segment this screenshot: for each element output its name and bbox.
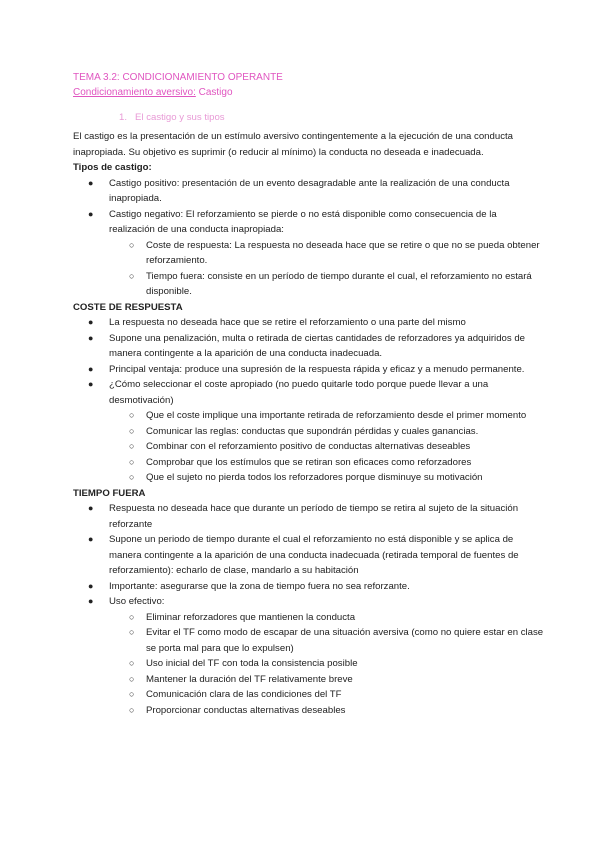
subtitle-underlined: Condicionamiento aversivo: — [73, 87, 196, 98]
sub-list-item — [73, 439, 544, 455]
tipos-list — [73, 176, 544, 300]
list-item — [73, 362, 544, 378]
list-item — [73, 176, 544, 207]
hollow-bullet-icon: ○ — [129, 627, 135, 637]
list-item-text: La respuesta no deseada hace que se retire el reforzamiento o una parte del mismo — [109, 317, 466, 328]
sub-list-item-text: Uso inicial del TF con toda la consistencia posible — [146, 658, 358, 669]
section-number: 1. — [119, 112, 128, 123]
list-item — [73, 207, 544, 238]
list-item-text: Uso efectivo: — [109, 596, 165, 607]
sub-list-item-text: Que el sujeto no pierda todos los reforzadores porque disminuye su motivación — [146, 472, 483, 483]
tiempo-heading: TIEMPO FUERA — [73, 487, 146, 499]
section-title: El castigo y sus tipos — [135, 112, 225, 123]
list-item-text: Supone una penalización, multa o retirada de ciertas cantidades de reforzadores ya adquiridos de manera contingente a la aparición de una conducta inadecuada. — [109, 332, 525, 359]
sub-list-item — [73, 687, 544, 703]
sub-list-item-text: Proporcionar conductas alternativas deseables — [146, 704, 346, 716]
bullet-icon: ● — [88, 534, 94, 544]
section-heading — [73, 111, 544, 125]
bullet-icon: ● — [88, 363, 94, 374]
document-subtitle — [73, 85, 544, 100]
bullet-icon: ● — [88, 208, 94, 219]
hollow-bullet-icon: ○ — [129, 441, 135, 451]
hollow-bullet-icon: ○ — [129, 704, 135, 715]
list-item-text: Respuesta no deseada hace que durante un período de tiempo se retira al sujeto de la situación reforzante — [109, 503, 519, 530]
sub-list-item — [73, 238, 544, 269]
sub-list-item-text: Combinar con el reforzamiento positivo de conductas alternativas deseables — [146, 441, 471, 452]
sub-list-item — [73, 269, 544, 300]
sub-list-item — [73, 408, 544, 424]
sub-list-item — [73, 424, 544, 440]
sub-list-item-text: Que el coste implique una importante retirada de reforzamiento desde el primer momento — [146, 410, 527, 421]
hollow-bullet-icon: ○ — [129, 611, 135, 622]
list-item — [73, 501, 544, 532]
bullet-icon: ● — [88, 332, 94, 343]
hollow-bullet-icon: ○ — [129, 673, 135, 684]
sub-list-item-text: Coste de respuesta: La respuesta no deseada hace que se retire o que no se pueda obtener reforzamiento. — [146, 239, 540, 266]
intro-paragraph: El castigo es la presentación de un estímulo aversivo contingentemente a la ejecución de una conducta inapropiada. Su objetivo es suprimir (o reducir al mínimo) la conducta no deseada e inadecuada. — [73, 131, 513, 158]
hollow-bullet-icon: ○ — [129, 456, 135, 467]
hollow-bullet-icon: ○ — [129, 270, 135, 281]
document-title: TEMA 3.2: CONDICIONAMIENTO OPERANTE — [73, 72, 283, 83]
sub-list-item-text: Comprobar que los estímulos que se retiran son eficaces como reforzadores — [146, 456, 472, 468]
bullet-icon: ● — [88, 379, 94, 389]
sub-list-item-text: Mantener la duración del TF relativamente breve — [146, 673, 353, 685]
list-item-text: Principal ventaja: produce una supresión de la respuesta rápida y eficaz y a menudo permanente. — [109, 363, 525, 375]
sub-list-item — [73, 470, 544, 486]
hollow-bullet-icon: ○ — [129, 472, 135, 482]
sub-list-item — [73, 672, 544, 688]
list-item — [73, 579, 544, 595]
coste-heading: COSTE DE RESPUESTA — [73, 301, 183, 313]
sub-list-item — [73, 610, 544, 626]
list-item-text: Importante: asegurarse que la zona de tiempo fuera no sea reforzante. — [109, 580, 410, 592]
hollow-bullet-icon: ○ — [129, 658, 135, 668]
tipos-heading: Tipos de castigo: — [73, 162, 152, 173]
bullet-icon: ● — [88, 317, 94, 327]
sub-list-item-text: Tiempo fuera: consiste en un período de tiempo durante el cual, el reforzamiento no estará disponible. — [146, 270, 532, 297]
hollow-bullet-icon: ○ — [129, 239, 135, 250]
hollow-bullet-icon: ○ — [129, 689, 135, 699]
sub-list-item — [73, 656, 544, 672]
bullet-icon: ● — [88, 596, 94, 606]
sub-list-item-text: Comunicar las reglas: conductas que supondrán pérdidas y cuales ganancias. — [146, 425, 479, 437]
coste-list — [73, 315, 544, 486]
list-item — [73, 594, 544, 610]
hollow-bullet-icon: ○ — [129, 410, 135, 420]
sub-list-item — [73, 703, 544, 719]
list-item — [73, 315, 544, 331]
sub-list-item-text: Evitar el TF como modo de escapar de una situación aversiva (como no quiere estar en clase se porta mal para que lo expulsen) — [146, 627, 544, 654]
sub-list-item — [73, 625, 544, 656]
list-item-text: Castigo positivo: presentación de un evento desagradable ante la realización de una conducta inapropiada. — [109, 177, 510, 204]
hollow-bullet-icon: ○ — [129, 425, 135, 436]
list-item-text: Supone un periodo de tiempo durante el cual el reforzamiento no está disponible y se aplica de manera contingente a la aparición de una conducta inadecuada (retirada temporal de fuentes de reforzamiento): echarlo de clase, mandarlo a su habitación — [109, 534, 519, 576]
list-item-text: Castigo negativo: El reforzamiento se pierde o no está disponible como consecuencia de la realización de una conducta inapropiada: — [109, 208, 497, 235]
sub-list-item-text: Comunicación clara de las condiciones del TF — [146, 689, 342, 700]
tiempo-list — [73, 501, 544, 718]
bullet-icon: ● — [88, 503, 94, 513]
list-item — [73, 532, 544, 579]
list-item-text: ¿Cómo seleccionar el coste apropiado (no puedo quitarle todo porque puede llevar a una desmotivación) — [109, 379, 489, 406]
list-item — [73, 331, 544, 362]
bullet-icon: ● — [88, 580, 94, 591]
bullet-icon: ● — [88, 177, 94, 188]
sub-list-item — [73, 455, 544, 471]
list-item — [73, 377, 544, 408]
subtitle-rest: Castigo — [195, 87, 233, 98]
sub-list-item-text: Eliminar reforzadores que mantienen la conducta — [146, 611, 356, 623]
